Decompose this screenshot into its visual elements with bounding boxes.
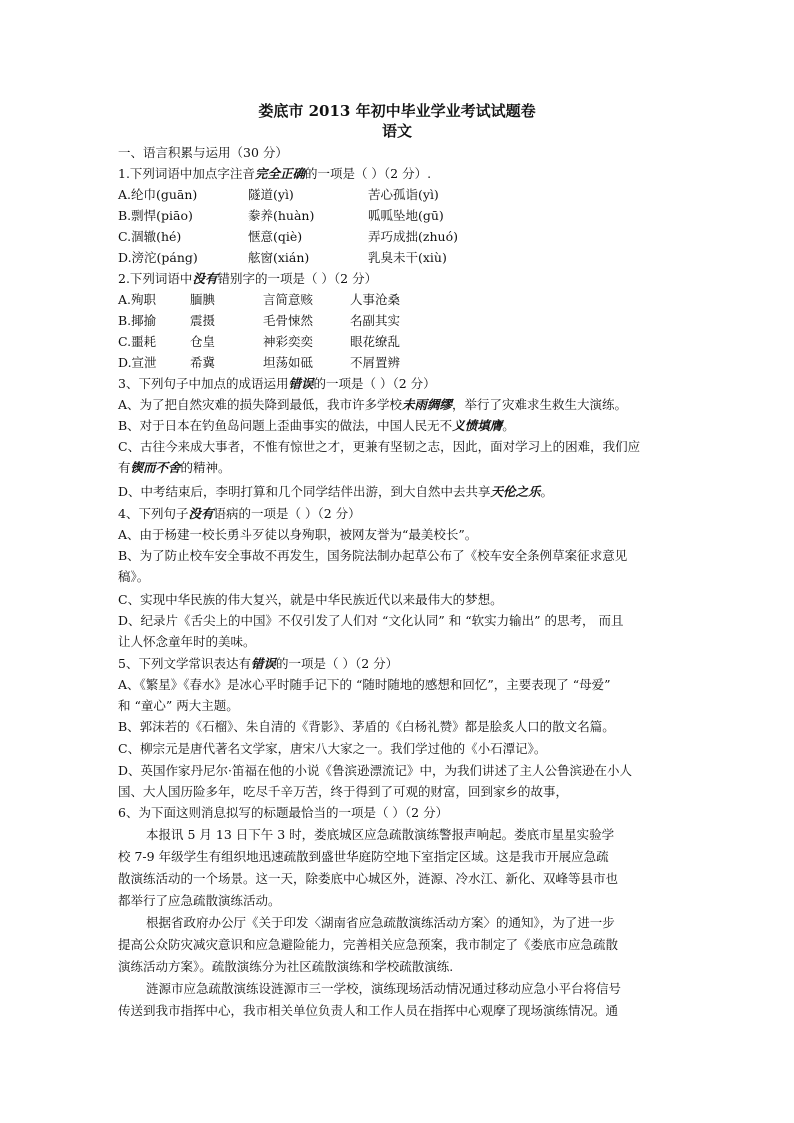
news-paragraph-1-line-4: 都举行了应急疏散演练活动。 xyxy=(118,893,281,908)
question-4-stem: 4、下列句子没有语病的一项是（ ）（2 分） xyxy=(118,506,361,521)
question-4-option-b-cont: 稿》。 xyxy=(118,569,150,584)
question-3-option-c-cont: 有锲而不舍的精神。 xyxy=(118,460,231,475)
question-4-option-c: C、实现中华民族的伟大复兴，就是中华民族近代以来最伟大的梦想。 xyxy=(118,592,503,607)
question-5-option-b: B、郭沫若的《石榴》、朱自清的《背影》、茅盾的《白杨礼赞》都是脍炙人口的散文名篇。 xyxy=(118,719,615,734)
question-2-option-c: C.噩耗 仓皇 神彩奕奕 眼花缭乱 xyxy=(118,334,401,349)
question-5-option-d: D、英国作家丹尼尔·笛福在他的小说《鲁滨逊漂流记》中，为我们讲述了主人公鲁滨逊在小人 xyxy=(118,763,632,778)
question-4-option-b: B、为了防止校车安全事故不再发生，国务院法制办起草公布了《校车安全条例草案征求意见 xyxy=(118,548,628,563)
question-5-option-a-cont: 和 “童心” 两大主题。 xyxy=(118,698,239,713)
question-3-option-d: D、中考结束后，李明打算和几个同学结伴出游，到大自然中去共享天伦之乐。 xyxy=(118,484,554,499)
news-paragraph-3-line-1: 涟源市应急疏散演练设涟源市三一学校，演练现场活动情况通过移动应急小平台将信号 xyxy=(146,981,622,996)
question-4-option-a: A、由于杨建一校长勇斗歹徒以身殉职，被网友誉为“最美校长”。 xyxy=(118,527,478,542)
question-1-option-c: C.涸辙(hé) 惬意(qiè) 弄巧成拙(zhuó) xyxy=(118,229,458,244)
question-2-option-b: B.揶揄 震摄 毛骨悚然 名副其实 xyxy=(118,313,401,328)
question-4-option-d-cont: 让人怀念童年时的美味。 xyxy=(118,634,256,649)
news-paragraph-3-line-2: 传送到我市指挥中心，我市相关单位负责人和工作人员在指挥中心观摩了现场演练情况。通 xyxy=(118,1003,619,1018)
question-1-option-d: D.滂沱(páng) 舷窗(xián) 乳臭未干(xiù) xyxy=(118,250,447,265)
question-1-stem: 1.下列词语中加点字注音完全正确的一项是（ ）（2 分）. xyxy=(118,166,432,181)
question-5-option-a: A、《繁星》《春水》是冰心平时随手记下的 “随时随地的感想和回忆”，主要表现了 “母爱” xyxy=(118,677,611,692)
question-1-option-b: B.剽悍(piāo) 豢养(huàn) 呱呱坠地(gū) xyxy=(118,208,444,223)
question-3-option-b: B、对于日本在钓鱼岛问题上歪曲事实的做法，中国人民无不义愤填膺。 xyxy=(118,418,515,433)
section-heading: 一、语言积累与运用（30 分） xyxy=(118,145,288,160)
question-3-stem: 3、下列句子中加点的成语运用错误的一项是（ ）（2 分） xyxy=(118,376,436,391)
question-1-option-a: A.纶巾(guān) 隧道(yì) 苦心孤诣(yì) xyxy=(118,187,439,202)
question-2-stem: 2.下列词语中没有错别字的一项是（ ）（2 分） xyxy=(118,271,378,286)
question-2-option-d: D.宣泄 希冀 坦荡如砥 不屑置辨 xyxy=(118,355,401,370)
question-2-option-a: A.殉职 腼腆 言简意赅 人事沧桑 xyxy=(118,292,401,307)
question-5-stem: 5、下列文学常识表达有错误的一项是（ ）（2 分） xyxy=(118,656,399,671)
news-paragraph-2-line-2: 提高公众防灾减灾意识和应急避险能力，完善相关应急预案，我市制定了《娄底市应急疏散 xyxy=(118,937,619,952)
news-paragraph-1-line-3: 散演练活动的一个场景。这一天，除娄底中心城区外，涟源、冷水江、新化、双峰等县市也 xyxy=(118,871,619,886)
question-3-option-a: A、为了把自然灾难的损失降到最低，我市许多学校未雨绸缪，举行了灾难求生救生大演练。 xyxy=(118,397,628,412)
subject-title: 语文 xyxy=(381,122,412,140)
question-3-option-c: C、古往今来成大事者，不惟有惊世之才，更兼有坚韧之志，因此，面对学习上的困难，我们应 xyxy=(118,439,641,454)
question-4-option-d: D、纪录片《舌尖上的中国》不仅引发了人们对 “文化认同” 和 “软实力输出” 的思考， 而且 xyxy=(118,613,624,628)
question-5-option-c: C、柳宗元是唐代著名文学家，唐宋八大家之一。我们学过他的《小石潭记》。 xyxy=(118,741,547,756)
news-paragraph-1-line-2: 校 7-9 年级学生有组织地迅速疏散到盛世华庭防空地下室指定区域。这是我市开展应急疏 xyxy=(118,849,609,864)
question-5-option-d-cont: 国、大人国历险多年，吃尽千辛万苦，终于得到了可观的财富，回到家乡的故事， xyxy=(118,784,569,799)
exam-title: 娄底市 2013 年初中毕业学业考试试题卷 xyxy=(258,102,536,120)
news-paragraph-1-line-1: 本报讯 5 月 13 日下午 3 时，娄底城区应急疏散演练警报声响起。娄底市星星实验学 xyxy=(146,827,615,842)
news-paragraph-2-line-3: 演练活动方案》。疏散演练分为社区疏散演练和学校疏散演练. xyxy=(118,959,454,974)
question-6-stem: 6、为下面这则消息拟写的标题最恰当的一项是（ ）（2 分） xyxy=(118,805,449,820)
news-paragraph-2-line-1: 根据省政府办公厅《关于印发〈湖南省应急疏散演练活动方案〉的通知》，为了进一步 xyxy=(146,915,615,930)
